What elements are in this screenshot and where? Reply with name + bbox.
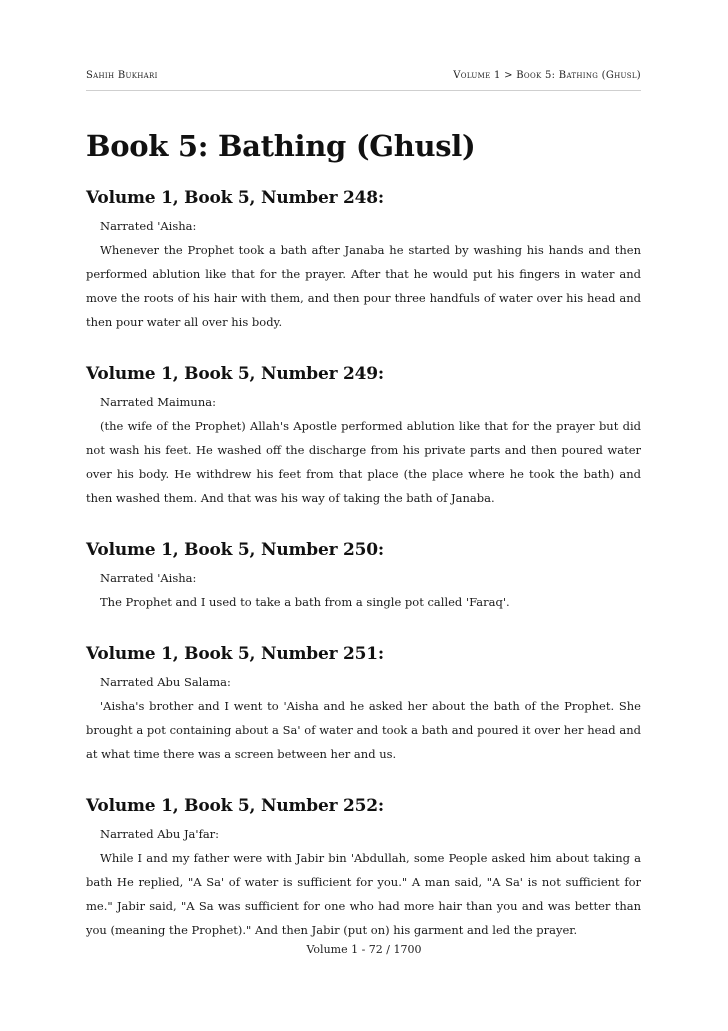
hadith-text: 'Aisha's brother and I went to 'Aisha and he asked her about the bath of the Prophet. She brought a pot containing about a Sa' of water and took a bath and poured it over her head and at what time there was a screen between her and us. bbox=[86, 699, 641, 761]
header-breadcrumb: Volume 1 > Book 5: Bathing (Ghusl) bbox=[453, 70, 641, 81]
page-number: Volume 1 - 72 / 1700 bbox=[306, 943, 422, 956]
hadith-heading: Volume 1, Book 5, Number 252: bbox=[86, 796, 385, 816]
book-title: Book 5: Bathing (Ghusl) bbox=[86, 129, 476, 163]
hadith-text: Whenever the Prophet took a bath after Janaba he started by washing his hands and then performed ablution like that for the prayer. After that he would put his fingers in water and move the roots of his hair with them, and then pour three handfuls of water over his head and then pour water all over his body. bbox=[86, 243, 641, 329]
hadith-narrator: Narrated Maimuna: bbox=[100, 395, 216, 409]
hadith-narrator: Narrated 'Aisha: bbox=[100, 219, 197, 233]
page-content bbox=[86, 126, 641, 942]
hadith-252 bbox=[86, 794, 641, 942]
hadith-text: The Prophet and I used to take a bath from a single pot called 'Faraq'. bbox=[100, 595, 510, 609]
hadith-narrator: Narrated 'Aisha: bbox=[100, 571, 197, 585]
hadith-250 bbox=[86, 538, 641, 614]
hadith-text: (the wife of the Prophet) Allah's Apostle performed ablution like that for the prayer but did not wash his feet. He washed off the discharge from his private parts and then poured water over his body. He withdrew his feet from that place (the place where he took the bath) and then washed them. And that was his way of taking the bath of Janaba. bbox=[86, 419, 641, 505]
hadith-text: While I and my father were with Jabir bin 'Abdullah, some People asked him about taking a bath He replied, "A Sa' of water is sufficient for you." A man said, "A Sa' is not sufficient for me." Jabir said, "A Sa was sufficient for one who had more hair than you and was better than you (meaning the Prophet)." And then Jabir (put on) his garment and led the prayer. bbox=[86, 851, 641, 937]
hadith-heading: Volume 1, Book 5, Number 251: bbox=[86, 644, 385, 664]
hadith-248 bbox=[86, 186, 641, 334]
hadith-narrator: Narrated Abu Ja'far: bbox=[100, 827, 220, 841]
hadith-249 bbox=[86, 362, 641, 510]
hadith-heading: Volume 1, Book 5, Number 248: bbox=[86, 188, 385, 208]
header-book-name: Sahih Bukhari bbox=[86, 70, 158, 81]
running-header bbox=[86, 66, 641, 91]
hadith-narrator: Narrated Abu Salama: bbox=[100, 675, 231, 689]
hadith-heading: Volume 1, Book 5, Number 250: bbox=[86, 540, 385, 560]
hadith-heading: Volume 1, Book 5, Number 249: bbox=[86, 364, 385, 384]
hadith-251 bbox=[86, 642, 641, 766]
